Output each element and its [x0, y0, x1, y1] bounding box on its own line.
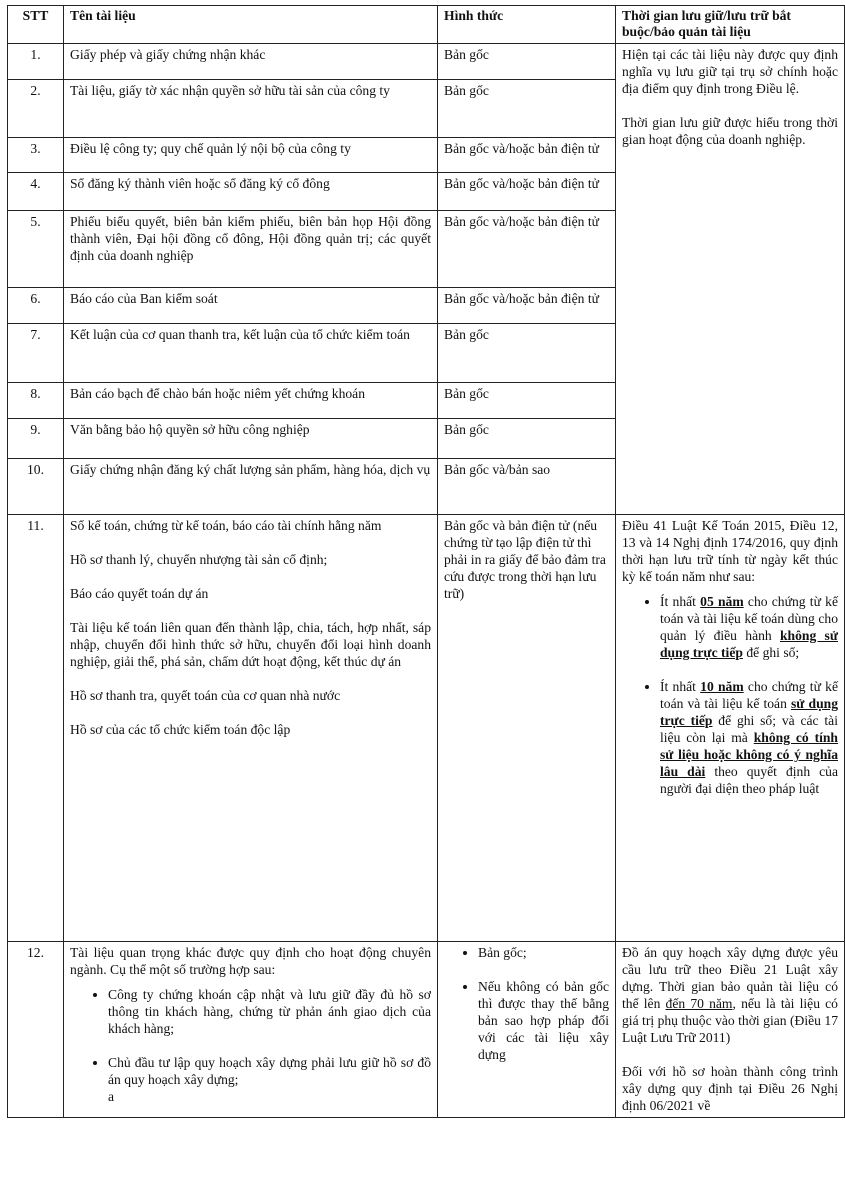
row-number: 9.	[8, 419, 64, 459]
row-form: Bản gốc và/bản sao	[438, 459, 616, 515]
row-number: 3.	[8, 138, 64, 173]
table-header-row	[8, 6, 845, 44]
accounting-doc-item: Tài liệu kế toán liên quan đến thành lập, chia, tách, hợp nhất, sáp nhập, chuyển đổi hình thức sở hữu, chuyển đổi loại hình doanh nghiệp, giải thể, phá sản, chấm dứt hoạt động, kết thúc dự án	[70, 620, 431, 669]
row-number: 2.	[8, 80, 64, 138]
row-document-name: Giấy chứng nhận đăng ký chất lượng sản phẩm, hàng hóa, dịch vụ	[64, 459, 438, 515]
row-number: 11.	[8, 515, 64, 942]
row-document-name: Bản cáo bạch để chào bán hoặc niêm yết chứng khoán	[64, 383, 438, 419]
accounting-doc-item: Sổ kế toán, chứng từ kế toán, báo cáo tài chính hằng năm	[70, 518, 382, 533]
table-row-accounting	[8, 515, 845, 942]
row-document-name: Giấy phép và giấy chứng nhận khác	[64, 44, 438, 80]
row-form: Bản gốc và/hoặc bản điện tử	[438, 173, 616, 211]
header-document-name: Tên tài liệu	[64, 6, 438, 44]
form-list	[444, 944, 609, 1063]
row-form	[438, 942, 616, 1118]
row-document-name: Phiếu biểu quyết, biên bản kiểm phiếu, biên bản họp Hội đồng thành viên, Đại hội đồng cổ đông, Hội đồng quản trị; các quyết định của doanh nghiệp	[64, 211, 438, 288]
row-number: 6.	[8, 288, 64, 324]
row-document-name: Văn bằng bảo hộ quyền sở hữu công nghiệp	[64, 419, 438, 459]
header-retention-time: Thời gian lưu giữ/lưu trữ bắt buộc/bảo quản tài liệu	[616, 6, 845, 44]
table-row-specialized	[8, 942, 845, 1118]
form-item: • Nếu không có bản gốc thì được thay thế bằng bản sao hợp pháp đối với các tài liệu xây dựng	[478, 978, 609, 1063]
row-number: 5.	[8, 211, 64, 288]
row-form: Bản gốc và bản điện tử (nếu chứng từ tạo lập điện tử thì phải in ra giấy để bảo đảm tra cứu được trong thời hạn lưu trữ)	[438, 515, 616, 942]
row-form: Bản gốc	[438, 383, 616, 419]
row-document-name: Sổ đăng ký thành viên hoặc sổ đăng ký cổ đông	[64, 173, 438, 211]
row-form: Bản gốc	[438, 44, 616, 80]
retention-period-item: • Ít nhất 10 năm cho chứng từ kế toán và tài liệu kế toán sử dụng trực tiếp để ghi sổ; và các tài liệu còn lại mà không có tính sử liệu hoặc không có ý nghĩa lâu dài theo quyết định của người đại diện theo pháp luật	[660, 678, 838, 797]
row-document-name: Kết luận của cơ quan thanh tra, kết luận của tổ chức kiểm toán	[64, 324, 438, 383]
group-retention-time	[616, 44, 845, 515]
row-document-name: Báo cáo của Ban kiểm soát	[64, 288, 438, 324]
row-document-name: Điều lệ công ty; quy chế quản lý nội bộ của công ty	[64, 138, 438, 173]
accounting-doc-item: Hồ sơ thanh tra, quyết toán của cơ quan nhà nước	[70, 688, 341, 703]
retention-period-list	[622, 593, 838, 797]
retention-note-duration: Thời gian lưu giữ được hiểu trong thời gian hoạt động của doanh nghiệp.	[622, 115, 838, 147]
row-form: Bản gốc	[438, 324, 616, 383]
retention-note-location: Hiện tại các tài liệu này được quy định nghĩa vụ lưu giữ tại trụ sở chính hoặc địa điểm quy định trong Điều lệ.	[622, 47, 838, 96]
row-form: Bản gốc và/hoặc bản điện tử	[438, 138, 616, 173]
specialized-intro: Tài liệu quan trọng khác được quy định cho hoạt động chuyên ngành. Cụ thể một số trường hợp sau:	[70, 945, 431, 977]
row-form: Bản gốc	[438, 419, 616, 459]
accounting-doc-item: Hồ sơ thanh lý, chuyển nhượng tài sản cố định;	[70, 552, 328, 567]
retention-period-item: • Ít nhất 05 năm cho chứng từ kế toán và tài liệu kế toán dùng cho quản lý điều hành không sử dụng trực tiếp để ghi sổ;	[660, 593, 838, 661]
row-form: Bản gốc	[438, 80, 616, 138]
specialized-doc-item: • Công ty chứng khoán cập nhật và lưu giữ đầy đủ hồ sơ thông tin khách hàng, chứng từ phản ánh giao dịch của khách hàng;	[108, 986, 431, 1037]
row-number: 4.	[8, 173, 64, 211]
row-document-name	[64, 942, 438, 1118]
row-number: 12.	[8, 942, 64, 1118]
header-stt: STT	[8, 6, 64, 44]
accounting-doc-item: Hồ sơ của các tổ chức kiểm toán độc lập	[70, 722, 291, 737]
construction-retention-note: Đồ án quy hoạch xây dựng được yêu cầu lưu trữ theo Điều 21 Luật xây dựng. Thời gian bảo quản tài liệu có thể lên đến 70 năm, nếu là tài liệu có giá trị phụ thuộc vào thời gian (Điều 17 Luật Lưu Trữ 2011)	[622, 945, 838, 1045]
table-row	[8, 44, 845, 80]
row-number: 8.	[8, 383, 64, 419]
row-number: 10.	[8, 459, 64, 515]
specialized-doc-list	[70, 986, 431, 1105]
header-form: Hình thức	[438, 6, 616, 44]
row-retention-time	[616, 942, 845, 1118]
document-retention-table	[7, 5, 845, 1118]
row-document-name	[64, 515, 438, 942]
specialized-doc-item: • Chủ đầu tư lập quy hoạch xây dựng phải lưu giữ hồ sơ đồ án quy hoạch xây dựng; a	[108, 1054, 431, 1105]
row-number: 1.	[8, 44, 64, 80]
construction-completion-note: Đối với hồ sơ hoàn thành công trình xây dựng quy định tại Điều 26 Nghị định 06/2021 về	[622, 1064, 838, 1113]
row-document-name: Tài liệu, giấy tờ xác nhận quyền sở hữu tài sản của công ty	[64, 80, 438, 138]
form-item: • Bản gốc;	[478, 944, 609, 961]
row-number: 7.	[8, 324, 64, 383]
accounting-doc-item: Báo cáo quyết toán dự án	[70, 586, 209, 601]
row-form: Bản gốc và/hoặc bản điện tử	[438, 211, 616, 288]
retention-legal-basis: Điều 41 Luật Kế Toán 2015, Điều 12, 13 và 14 Nghị định 174/2016, quy định thời hạn lưu trữ tính từ ngày kết thúc kỳ kế toán năm như sau:	[622, 518, 838, 584]
row-form: Bản gốc và/hoặc bản điện tử	[438, 288, 616, 324]
row-retention-time	[616, 515, 845, 942]
